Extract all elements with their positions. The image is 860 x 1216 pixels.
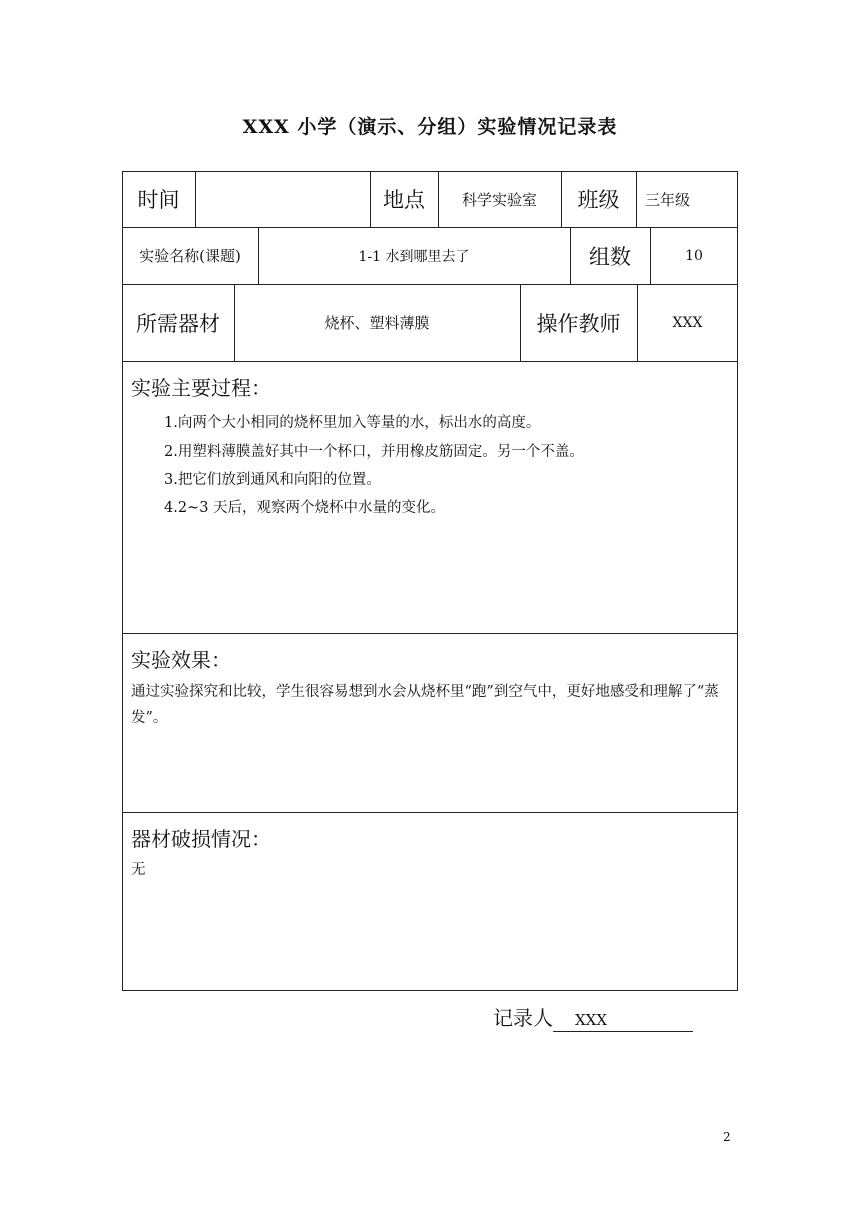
damage-text: 无 (131, 862, 146, 878)
experiment-name-label: 实验名称(课题) (139, 247, 241, 265)
equipment-value: 烧杯、塑料薄膜 (324, 314, 430, 332)
equipment-label: 所需器材 (136, 311, 220, 336)
col-divider (636, 171, 637, 227)
process-step: 1.向两个大小相同的烧杯里加入等量的水，标出水的高度。 (164, 415, 541, 431)
row-divider (122, 633, 738, 634)
effect-title: 实验效果： (131, 648, 231, 672)
time-label: 时间 (137, 188, 180, 212)
page-title: XXX 小学（演示、分组）实验情况记录表 (242, 116, 618, 138)
class-value: 三年级 (645, 190, 691, 209)
experiment-name-value: 1-1 水到哪里去了 (358, 248, 470, 265)
process-title: 实验主要过程： (131, 376, 271, 400)
recorder-line (493, 1002, 693, 1032)
effect-text: 通过实验探究和比较，学生很容易想到水会从烧杯里“跑”到空气中，更好地感受和理解了“蒸发”。 (131, 684, 719, 726)
groups-label: 组数 (589, 244, 631, 269)
page-number: 2 (723, 1130, 731, 1144)
damage-title: 器材破损情况： (131, 827, 271, 851)
place-label: 地点 (383, 188, 425, 212)
time-value (195, 171, 370, 227)
teacher-value: XXX (672, 314, 703, 331)
process-step: 3.把它们放到通风和向阳的位置。 (164, 472, 381, 488)
row-divider (122, 812, 738, 813)
recorder-label: 记录人 (493, 1006, 553, 1030)
row-divider (122, 361, 738, 362)
recorder-value: XXX (553, 1009, 693, 1032)
groups-value: 10 (685, 247, 703, 264)
process-step: 4.2~3 天后，观察两个烧杯中水量的变化。 (164, 500, 446, 516)
place-value: 科学实验室 (461, 190, 537, 209)
class-label: 班级 (577, 188, 620, 212)
teacher-label: 操作教师 (536, 311, 621, 336)
process-step: 2.用塑料薄膜盖好其中一个杯口，并用橡皮筋固定。另一个不盖。 (164, 444, 584, 460)
